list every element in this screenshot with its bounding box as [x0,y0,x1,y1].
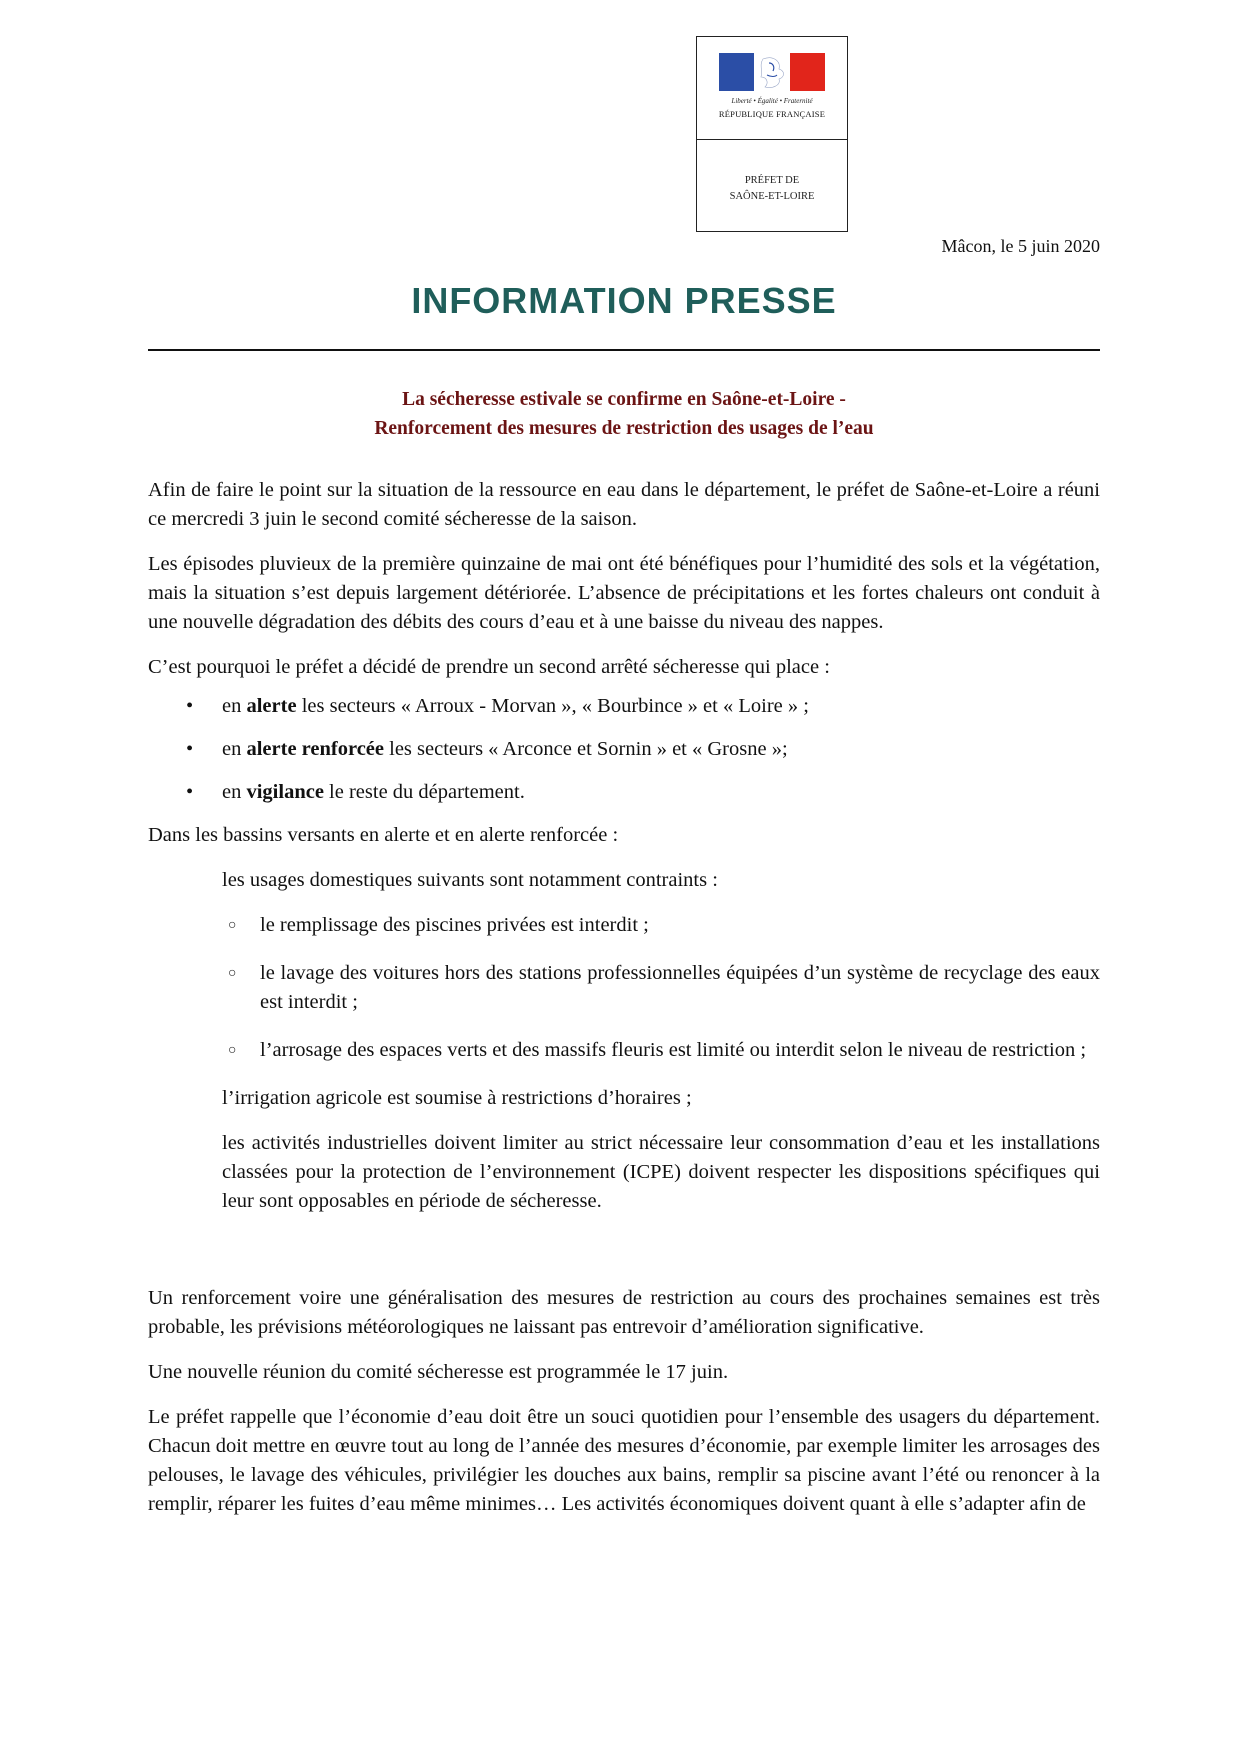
basins-intro: Dans les bassins versants en alerte et en alerte renforcée : [148,824,619,846]
dateline: Mâcon, le 5 juin 2020 [941,236,1100,256]
domestic-uses-list [148,911,1100,1065]
republic-name: RÉPUBLIQUE FRANÇAISE [718,109,826,119]
prefecture-name [697,173,847,205]
bullet-icon: • [186,695,194,717]
republic-logo [697,37,847,140]
prefecture-logo-block [696,36,848,232]
paragraph-intro: Afin de faire le point sur la situation de la ressource en eau dans le département, le préfet de Saône-et-Loire a réuni ce mercredi 3 juin le second comité sécheresse de la saison. [148,479,1100,530]
marianne-flag-icon [719,53,825,91]
agricultural-restriction: l’irrigation agricole est soumise à restrictions d’horaires ; [222,1087,692,1109]
subtitle-line-1: La sécheresse estivale se confirme en Saône-et-Loire - [402,389,846,410]
list-item: ○ le lavage des voitures hors des stations professionnelles équipées d’un système de recyclage des eaux est interdit ; [148,959,1100,1017]
paragraph-reminder: Le préfet rappelle que l’économie d’eau doit être un souci quotidien pour l’ensemble des usagers du département. Chacun doit mettre en œuvre tout au long de l’année des mesures d’économie, par exemple limiter les arrosages des pelouses, le lavage des véhicules, privilégier les douches aux bains, remplir sa piscine avant l’été ou renoncer à la remplir, réparer les fuites d’eau même minimes… Les activités économiques doivent quant à elle s’adapter afin de [148,1406,1100,1515]
prefecture-line-2: SAÔNE-ET-LOIRE [729,191,815,202]
list-item: • en alerte renforcée les secteurs « Arconce et Sornin » et « Grosne »; [148,735,1100,764]
bullet-icon: • [186,781,194,803]
subtitle-line-2: Renforcement des mesures de restriction des usages de l’eau [374,418,874,439]
level-term: alerte [246,695,297,717]
level-term: alerte renforcée [246,738,385,760]
list-item: • en vigilance le reste du département. [148,778,1100,807]
page-title: INFORMATION PRESSE [411,280,837,321]
domestic-intro: les usages domestiques suivants sont notamment contraints : [222,869,718,891]
paragraph-decision: C’est pourquoi le préfet a décidé de prendre un second arrêté sécheresse qui place : [148,656,830,678]
circle-bullet-icon: ○ [228,1043,237,1058]
press-body [148,476,1100,1535]
level-term: vigilance [246,781,324,803]
paragraph-next-meeting: Une nouvelle réunion du comité sécheresse est programmée le 17 juin. [148,1361,729,1383]
circle-bullet-icon: ○ [228,966,237,981]
press-subtitle [148,385,1100,443]
prefecture-line-1: PRÉFET DE [744,175,800,186]
section-spacer [148,1232,1100,1284]
bullet-icon: • [186,738,194,760]
republic-motto: Liberté • Égalité • Fraternité [731,97,813,105]
list-item: • en alerte les secteurs « Arroux - Morvan », « Bourbince » et « Loire » ; [148,692,1100,721]
paragraph-situation: Les épisodes pluvieux de la première quinzaine de mai ont été bénéfiques pour l’humidité des sols et la végétation, mais la situation s’est depuis largement détériorée. L’absence de précipitations et les fortes chaleurs ont conduit à une nouvelle dégradation des débits des cours d’eau et à une baisse du niveau des nappes. [148,553,1100,633]
industrial-restriction: les activités industrielles doivent limiter au strict nécessaire leur consommation d’eau et les installations classées pour la protection de l’environnement (ICPE) doivent respecter les dispositions spécifiques qui leur sont opposables en période de sécheresse. [222,1132,1100,1212]
list-item: ○ le remplissage des piscines privées est interdit ; [148,911,1100,940]
paragraph-outlook: Un renforcement voire une généralisation des mesures de restriction au cours des prochaines semaines est très probable, les prévisions météorologiques ne laissant pas entrevoir d’amélioration significative. [148,1287,1100,1338]
list-item: ○ l’arrosage des espaces verts et des massifs fleuris est limité ou interdit selon le niveau de restriction ; [148,1036,1100,1065]
circle-bullet-icon: ○ [228,918,237,933]
restriction-levels-list [148,692,1100,807]
title-divider [148,349,1100,351]
